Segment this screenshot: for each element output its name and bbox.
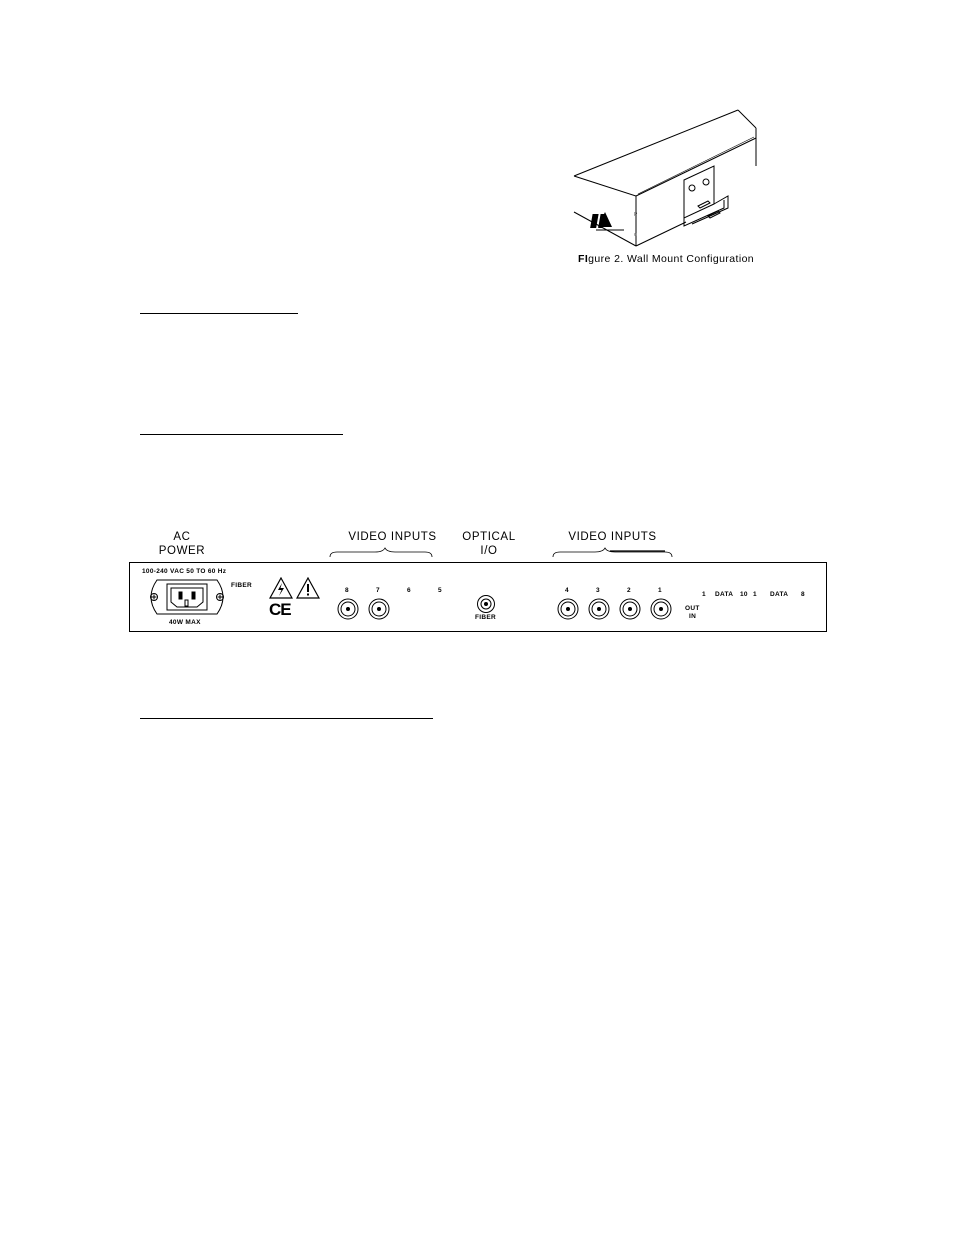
data-label-1: DATA (715, 591, 734, 598)
data-num-1: 1 (702, 591, 706, 598)
ce-mark: CE (269, 600, 291, 619)
section-heading-rule-2 (140, 434, 343, 435)
wall-mount-drawing (568, 104, 768, 252)
ac-label: AC (173, 531, 191, 543)
fiber-port-icon (476, 594, 496, 614)
connector-label-2: 2 (627, 587, 631, 594)
caution-warning-icon (296, 577, 320, 599)
label-braces (325, 545, 680, 559)
data-num-10: 10 (740, 591, 748, 598)
connector-label-6: 6 (407, 587, 411, 594)
bnc-connector-7-icon (368, 598, 390, 620)
ac-power-inlet-icon (143, 577, 231, 617)
section-heading-rule-1 (140, 313, 298, 314)
connector-label-8: 8 (345, 587, 349, 594)
video-inputs-right-label (560, 530, 665, 544)
fiber-top-text: FIBER (231, 582, 252, 589)
connector-label-4: 4 (565, 587, 569, 594)
io-label: I/O (480, 545, 498, 557)
bnc-connector-3-icon (588, 598, 610, 620)
power-spec-text: 100-240 VAC 50 TO 60 Hz (142, 568, 227, 575)
power-label: POWER (158, 545, 206, 557)
in-label: IN (689, 613, 697, 620)
section-heading-rule-3 (140, 718, 433, 719)
connector-label-1: 1 (658, 587, 662, 594)
video-inputs-left-text: VIDEO INPUTS (348, 531, 437, 543)
figure-caption-prefix: FI (578, 253, 589, 265)
svg-text:o: o (634, 232, 637, 238)
bnc-connector-2-icon (619, 598, 641, 620)
optical-label: OPTICAL (462, 531, 516, 543)
svg-text:P: P (634, 212, 638, 218)
video-inputs-left-label (340, 530, 445, 544)
video-inputs-right-text: VIDEO INPUTS (568, 531, 657, 543)
connector-label-5: 5 (438, 587, 442, 594)
data-num-1b: 1 (753, 591, 757, 598)
bnc-connector-4-icon (557, 598, 579, 620)
figure-caption-text: gure 2. Wall Mount Configuration (588, 253, 755, 265)
bnc-connector-8-icon (337, 598, 359, 620)
adi-logo (590, 212, 624, 230)
electric-shock-warning-icon (269, 577, 293, 599)
data-num-8: 8 (801, 591, 805, 598)
fiber-bottom-text: FIBER (475, 614, 496, 621)
figure-2-caption (578, 253, 754, 265)
bnc-connector-1-icon (650, 598, 672, 620)
power-max-text: 40W MAX (169, 619, 201, 626)
ac-power-label (150, 530, 214, 558)
out-label: OUT (685, 605, 700, 612)
data-label-2: DATA (770, 591, 789, 598)
connector-label-3: 3 (596, 587, 600, 594)
connector-label-7: 7 (376, 587, 380, 594)
